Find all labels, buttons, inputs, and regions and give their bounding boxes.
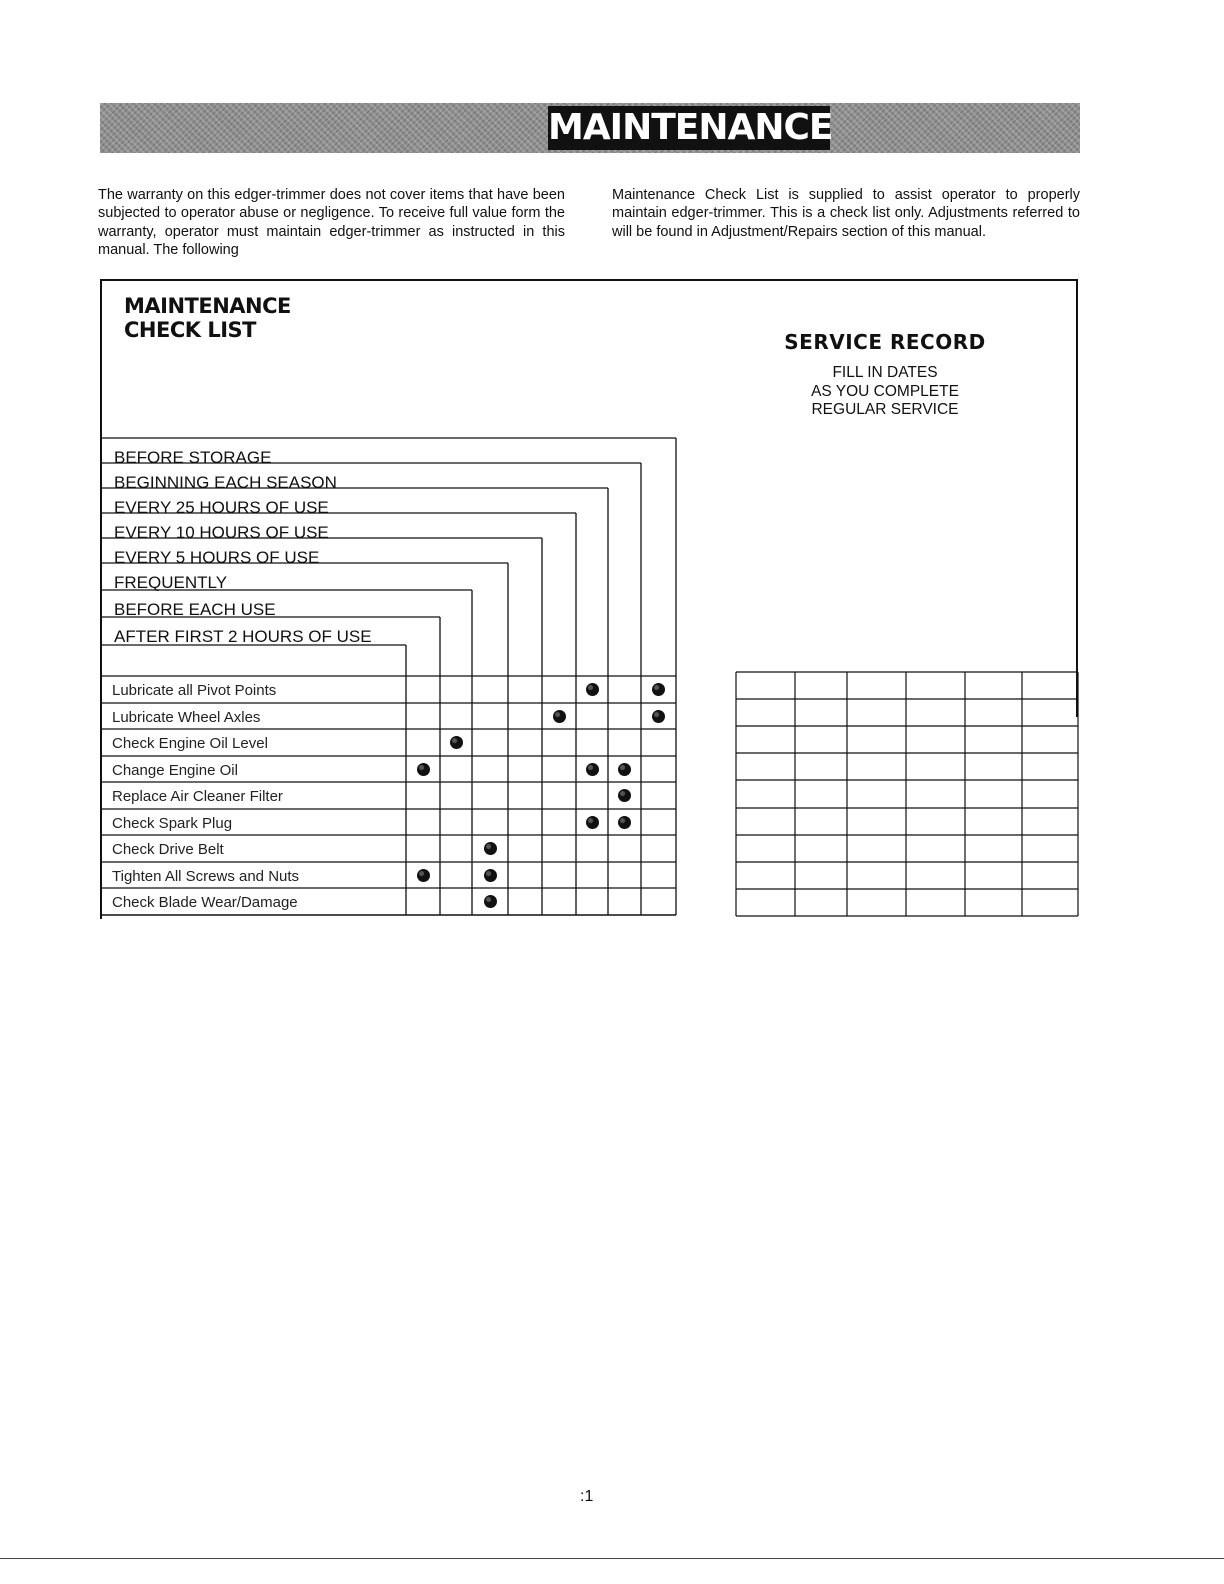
task-label: Tighten All Screws and Nuts — [112, 868, 300, 885]
check-mark-dot — [586, 816, 599, 829]
check-mark-dot — [652, 683, 665, 696]
footer-rule — [0, 1558, 1224, 1559]
service-note-line1: FILL IN DATES — [832, 364, 938, 381]
check-mark-dot — [652, 710, 665, 723]
check-mark-dot — [484, 895, 497, 908]
check-mark-dot — [450, 736, 463, 749]
check-mark-dot — [618, 763, 631, 776]
service-note-line3: REGULAR SERVICE — [811, 401, 959, 418]
check-mark-dot — [417, 869, 430, 882]
intro-text-left: The warranty on this edger-trimmer does not cover items that have been subjected to operator abuse or negligence. To receive full value form the warranty, operator must maintain edger-trimmer as instructed in this manual. The following — [98, 187, 565, 258]
check-mark-dot — [417, 763, 430, 776]
interval-label: EVERY 10 HOURS OF USE — [114, 523, 329, 542]
interval-label: EVERY 25 HOURS OF USE — [114, 498, 329, 517]
page-number: :1 — [580, 1488, 594, 1505]
task-label: Check Spark Plug — [112, 815, 233, 832]
page-title: MAINTENANCE — [548, 107, 833, 148]
check-mark-dot — [484, 869, 497, 882]
task-label: Replace Air Cleaner Filter — [112, 788, 283, 805]
interval-label: BEFORE EACH USE — [114, 600, 276, 619]
checklist-title-line1: MAINTENANCE — [124, 294, 291, 318]
check-mark-dot — [618, 816, 631, 829]
check-mark-dot — [586, 683, 599, 696]
check-mark-dot — [484, 842, 497, 855]
task-label: Lubricate all Pivot Points — [112, 682, 277, 699]
check-mark-dot — [586, 763, 599, 776]
interval-label: EVERY 5 HOURS OF USE — [114, 548, 320, 567]
task-label: Check Drive Belt — [112, 841, 224, 858]
interval-label: AFTER FIRST 2 HOURS OF USE — [114, 627, 372, 646]
interval-label: BEFORE STORAGE — [114, 448, 272, 467]
service-note-line2: AS YOU COMPLETE — [811, 382, 959, 400]
intro-text-right: Maintenance Check List is supplied to assist operator to properly maintain edger-trimmer. This is a check list only. Adjustments referred to will be found in Adjustment/Repairs section of this manual. — [612, 187, 1080, 240]
task-label: Change Engine Oil — [112, 762, 238, 779]
task-label: Check Blade Wear/Damage — [112, 894, 298, 911]
task-label: Lubricate Wheel Axles — [112, 709, 261, 726]
interval-label: FREQUENTLY — [114, 573, 228, 592]
interval-label: BEGINNING EACH SEASON — [114, 473, 337, 492]
service-record-title: SERVICE RECORD — [784, 330, 986, 354]
checklist-title-line2: CHECK LIST — [124, 318, 256, 342]
task-label: Check Engine Oil Level — [112, 735, 268, 752]
check-mark-dot — [553, 710, 566, 723]
check-mark-dot — [618, 789, 631, 802]
